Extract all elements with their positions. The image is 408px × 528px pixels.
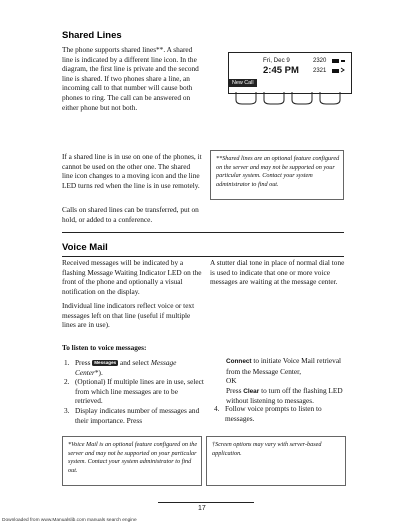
- softkey-4: [320, 92, 340, 104]
- shared-lines-body-3: Calls on shared lines can be transferred, put on hold, or added to a conference.: [62, 205, 199, 224]
- softkey-3: [292, 92, 312, 104]
- listen-heading: To listen to voice messages:: [62, 343, 147, 352]
- clear-key: Clear: [243, 387, 260, 395]
- step-1: 1. Press Messages and select Message Center*).: [64, 358, 177, 377]
- voice-mail-footnote: *Voice Mail is an optional feature configured on the server and may not be supported on your particular system. Contact your system administrator to find out.: [68, 441, 198, 474]
- private-line-icon: [332, 59, 339, 63]
- connect-key: Connect: [226, 358, 252, 365]
- messages-key: Messages: [94, 360, 117, 365]
- screen-options-note-box: [206, 436, 346, 486]
- voice-mail-heading: Voice Mail: [62, 242, 108, 253]
- display-line-2: 2321: [313, 68, 327, 74]
- display-date: Fri, Dec 9: [263, 57, 290, 64]
- softkey-tabs: [228, 92, 352, 108]
- line-icons: [331, 57, 347, 77]
- voice-mail-note-box: [62, 436, 202, 486]
- step-4-wrap: [214, 404, 346, 423]
- page-number: 17: [198, 505, 206, 512]
- download-footer: Downloaded from www.Manualslib.com manuals search engine: [2, 518, 137, 523]
- steps-left: [64, 358, 204, 425]
- softkey-2: [264, 92, 284, 104]
- shared-lines-footnote: **Shared lines are an optional feature configured on the server and may not be supported on your particular system. Contact your system administrator to find out.: [216, 155, 340, 188]
- new-call-badge: New Call: [229, 79, 257, 87]
- voice-mail-col1-p1: Received messages will be indicated by a flashing Message Waiting Indicator LED on the front of the phone and optionally a visual notification on the display.: [62, 258, 202, 296]
- phone-display-diagram: [228, 52, 352, 94]
- steps-right: [226, 356, 346, 406]
- display-time: 2:45 PM: [263, 65, 299, 76]
- shared-lines-note-box: [210, 150, 344, 200]
- shared-lines-body-2: If a shared line is in use on one of the phones, it cannot be used on the other one. The shared line icon changes to a moving icon and the line LED turns red when the line is in use remotely.: [62, 152, 202, 190]
- clear-instruction: Press Clear to turn off the flashing LED without listening to messages.: [226, 385, 343, 406]
- step-2: 2. (Optional) If multiple lines are in use, select from which line messages are to be retrieved.: [64, 377, 204, 406]
- screen-options-footnote: †Screen options may vary with server-based application.: [212, 441, 322, 457]
- page-number-rule: [158, 502, 254, 503]
- shared-lines-heading: Shared Lines: [62, 30, 122, 41]
- voice-mail-rule: [62, 256, 344, 257]
- voice-mail-col2-p1: A stutter dial tone in place of normal dial tone is used to indicate that one or more voice messages are waiting at the message center.: [210, 258, 345, 287]
- connect-instruction: Connect to initiate Voice Mail retrieval from the Message Center,: [226, 356, 342, 376]
- softkey-1: [236, 92, 256, 104]
- display-line-1: 2320: [313, 58, 327, 64]
- shared-line-icon: [332, 69, 339, 73]
- shared-lines-body-1: The phone supports shared lines**. A shared line is indicated by a different line icon. In the diagram, the first line is private and the second line is shared. If two phones share a line, an incoming call to that number will cause both phones to ring. The call can be answered on either phone but not both.: [62, 45, 199, 112]
- voice-mail-col1-p2: Individual line indicators reflect voice or text messages left on that line (useful if multiple lines are in use).: [62, 301, 195, 330]
- step-4: 4. Follow voice prompts to listen to messages.: [214, 404, 322, 423]
- section-divider: [62, 232, 344, 233]
- step-3: 3. Display indicates number of messages and their importance. Press: [64, 405, 200, 425]
- or-text: OK: [226, 376, 237, 386]
